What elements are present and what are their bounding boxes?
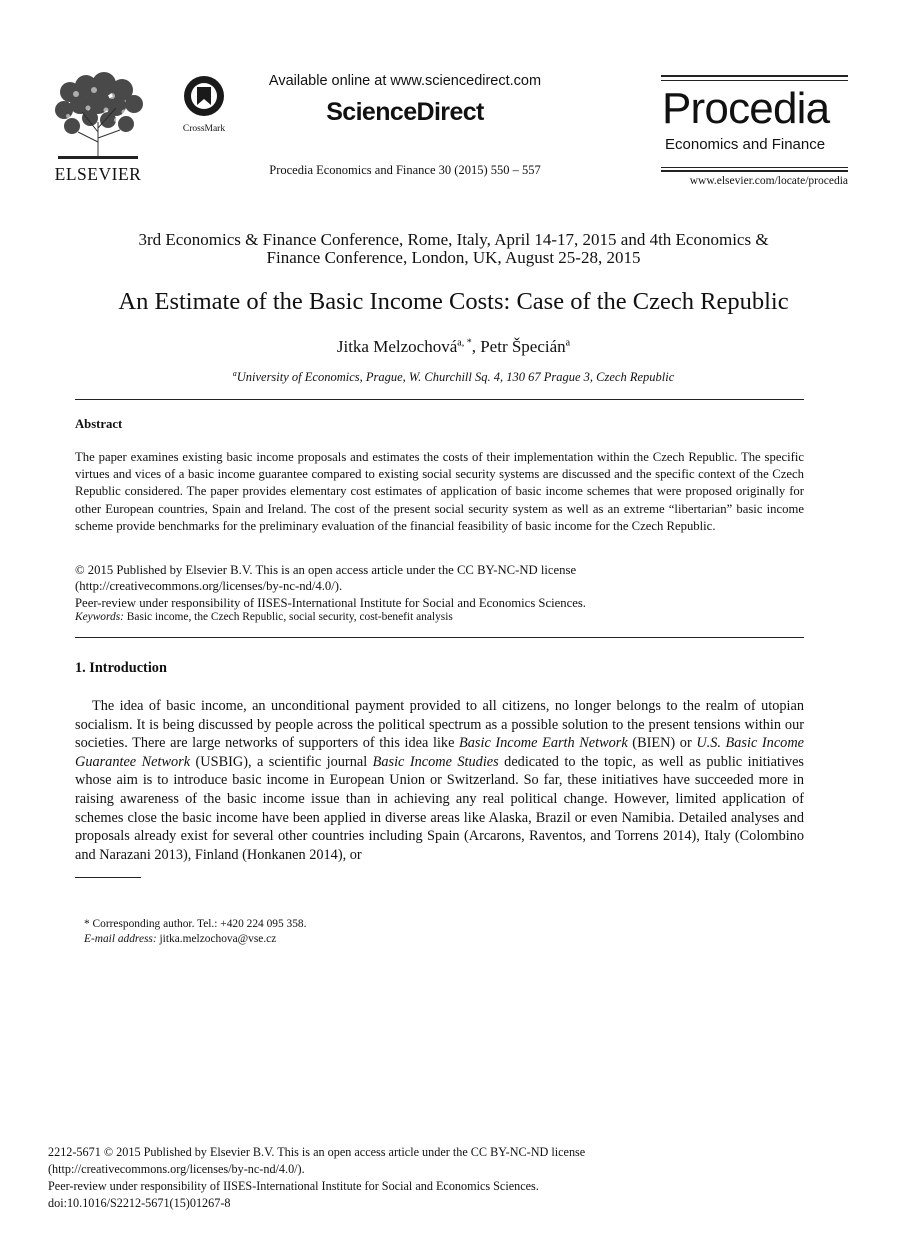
author-2-sup: a — [565, 337, 571, 349]
footer-license-link[interactable]: (http://creativecommons.org/licenses/by-nc-nd/4.0/). — [48, 1162, 305, 1176]
intro-em-journal: Basic Income Studies — [372, 753, 499, 770]
conference-line-2: Finance Conference, London, UK, August 25-28, 2015 — [266, 248, 641, 267]
footer-line-1: 2212-5671 © 2015 Published by Elsevier B.V. This is an open access article under the CC BY-NC-ND license — [48, 1145, 586, 1159]
procedia-top-rule-thin — [661, 80, 848, 81]
affiliation-text: University of Economics, Prague, W. Churchill Sq. 4, 130 67 Prague 3, Czech Republic — [236, 370, 675, 385]
keywords-line — [75, 610, 804, 625]
email-label: E-mail address: — [84, 933, 157, 945]
elsevier-tree-icon — [50, 72, 146, 160]
keywords-text: Basic income, the Czech Republic, social security, cost-benefit analysis — [123, 611, 453, 623]
email-address[interactable]: jitka.melzochova@vse.cz — [156, 933, 277, 945]
procedia-url[interactable]: www.elsevier.com/locate/procedia — [689, 175, 848, 187]
crossmark-icon — [175, 74, 233, 118]
license-link[interactable]: (http://creativecommons.org/licenses/by-nc-nd/4.0/). — [75, 579, 343, 593]
procedia-title: Procedia — [662, 84, 830, 133]
procedia-subtitle: Economics and Finance — [665, 136, 826, 153]
email-line — [84, 932, 784, 947]
author-2-name: Petr Špecián — [480, 337, 566, 356]
footnote-rule — [75, 877, 141, 878]
affiliation — [40, 369, 867, 385]
journal-reference: Procedia Economics and Finance 30 (2015) 550 – 557 — [269, 163, 541, 177]
procedia-top-rule — [661, 75, 848, 77]
elsevier-logo — [50, 72, 146, 184]
peer-review-line: Peer-review under responsibility of IISES-International Institute for Social and Economics Sciences. — [75, 596, 586, 610]
keywords-label: Keywords: — [75, 611, 124, 623]
affiliation-sup: a — [232, 369, 237, 378]
footer-doi[interactable]: doi:10.1016/S2212-5671(15)01267-8 — [48, 1196, 231, 1210]
sciencedirect-wordmark[interactable]: ScienceDirect — [326, 98, 484, 126]
intro-text-4: dedicated to the topic, as well as public initiatives whose aim is to introduce basic income in European Union or Switzerland. So far, these initiatives have succeeded more in raising awareness of the basic income issue than in achieving any real political change. However, limited application of schemes close the basic income have been applied in diverse areas like Alaska, Brazil or even Namibia. Detailed analyses and proposals already exist for several other countries including Spain (Arcarons, Raventos, and Torrens 2014), Italy (Colombino and Narazani 2013), Finland (Honkanen 2014), or — [75, 753, 804, 863]
abstract-heading: Abstract — [75, 417, 123, 431]
available-online: Available online at www.sciencedirect.com — [268, 73, 542, 89]
conference-line-1: 3rd Economics & Finance Conference, Rome, Italy, April 14-17, 2015 and 4th Economics & — [138, 230, 769, 249]
author-line — [40, 337, 867, 357]
author-1-sup: a, * — [457, 337, 472, 349]
elsevier-wordmark: ELSEVIER — [54, 164, 142, 184]
copyright-line: © 2015 Published by Elsevier B.V. This is an open access article under the CC BY-NC-ND license — [75, 563, 577, 577]
author-1-name: Jitka Melzochová — [336, 337, 458, 356]
abstract-bottom-rule — [75, 637, 804, 638]
abstract-text: The paper examines existing basic income proposals and estimates the costs of their implementation within the Czech Republic. The specific virtues and vices of a basic income guarantee compared to existing social security systems are discussed and the specific context of the Czech Republic considered. The paper provides elementary cost estimates of application of basic income schemes that were proposed originally for other European countries, Spain and Ireland. The cost of the present social security system as well as an extreme “libertarian” basic income scheme provide benchmarks for the preliminary evaluation of the financial feasibility of basic income for the Czech Republic. — [75, 450, 804, 533]
introduction-heading: 1. Introduction — [75, 660, 167, 676]
crossmark-label: CrossMark — [182, 124, 226, 134]
procedia-bottom-rule-thick — [661, 170, 848, 172]
procedia-bottom-rule — [661, 167, 848, 168]
intro-em-bien: Basic Income Earth Network — [459, 735, 628, 752]
intro-text-3: (USBIG), a scientific journal — [190, 753, 373, 770]
intro-text-1: The idea of basic income, an unconditional payment provided to all citizens, no longer belongs to the realm of utopian socialism. It is being discussed by people across the political spectrum as a possible solution to the present tensions within our societies. There are large networks of supporters of this idea like — [75, 698, 804, 752]
abstract-top-rule — [75, 399, 804, 400]
introduction-paragraph — [75, 697, 804, 864]
footer-peer-review: Peer-review under responsibility of IISES-International Institute for Social and Economics Sciences. — [48, 1179, 539, 1193]
crossmark-logo[interactable] — [175, 74, 233, 134]
article-title: An Estimate of the Basic Income Costs: Case of the Czech Republic — [118, 288, 789, 315]
author-separator: , — [471, 337, 481, 356]
intro-em-usbig: U.S. Basic Income Guarantee Network — [75, 735, 804, 770]
corresponding-author: * Corresponding author. Tel.: +420 224 095 358. — [84, 918, 307, 930]
intro-text-2: (BIEN) or — [627, 735, 697, 752]
